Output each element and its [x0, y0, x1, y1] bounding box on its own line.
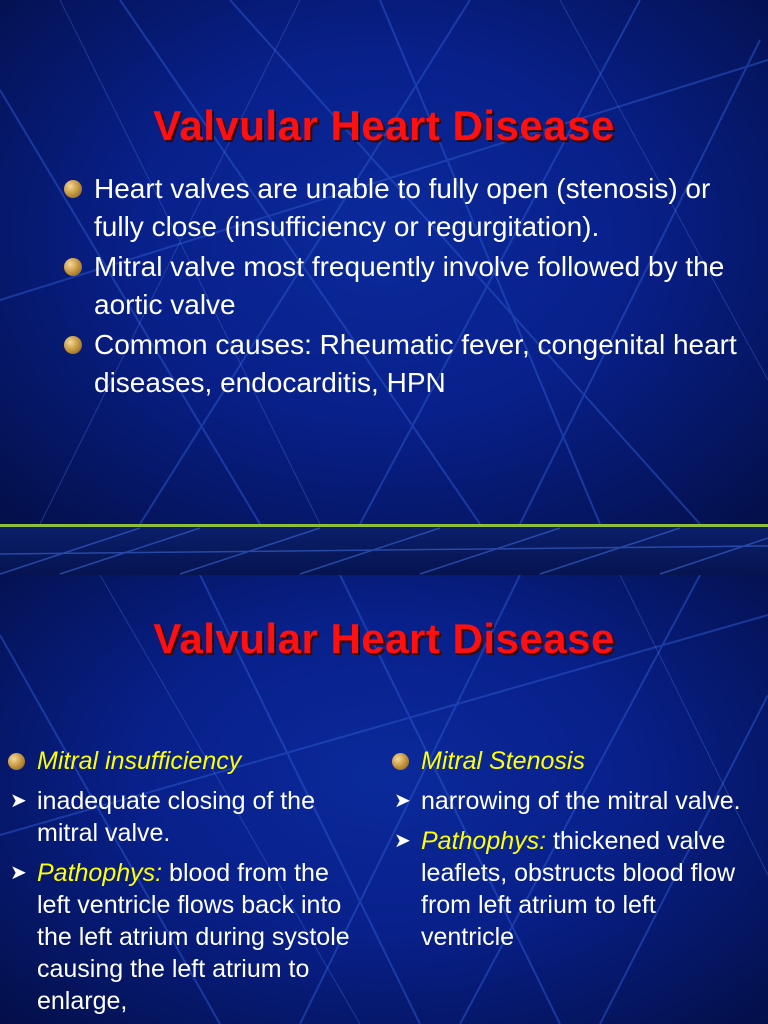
column-heading: Mitral insufficiency: [37, 747, 242, 775]
mitral-insufficiency-column: [8, 745, 368, 1024]
arrow-bullet-icon: ➤: [10, 790, 27, 812]
list-item: [62, 170, 742, 246]
list-item: [8, 785, 368, 849]
definition-text: inadequate closing of the mitral valve.: [37, 787, 315, 847]
gold-ball-icon: [64, 258, 82, 276]
bullet-text: Common causes: Rheumatic fever, congenital heart diseases, endocarditis, HPN: [94, 329, 737, 398]
list-item: [62, 248, 742, 324]
patho-label: Pathophys:: [421, 827, 547, 855]
patho-text: blood from the left ventricle flows back into the left atrium during systole causing the left atrium to enlarge,: [37, 859, 350, 1015]
list-item: [392, 785, 752, 817]
divider-pattern: [0, 524, 768, 575]
gold-ball-icon: [392, 753, 409, 770]
list-item: [392, 745, 752, 777]
list-item: [392, 825, 752, 953]
arrow-bullet-icon: ➤: [394, 830, 411, 852]
gold-ball-icon: [8, 753, 25, 770]
mitral-stenosis-column: [392, 745, 752, 961]
patho-label: Pathophys:: [37, 859, 163, 887]
list-item: [8, 745, 368, 777]
list-item: [62, 326, 742, 402]
gold-ball-icon: [64, 180, 82, 198]
slide-2: [0, 575, 768, 1024]
definition-text: narrowing of the mitral valve.: [421, 787, 741, 815]
gold-ball-icon: [64, 336, 82, 354]
divider-line: [0, 524, 768, 527]
patho-text: thickened valve leaflets, obstructs blood flow from left atrium to left ventricle: [421, 827, 736, 951]
slide-divider: [0, 524, 768, 575]
column-heading: Mitral Stenosis: [421, 747, 585, 775]
arrow-bullet-icon: ➤: [10, 862, 27, 884]
bullet-text: Heart valves are unable to fully open (stenosis) or fully close (insufficiency or regurgitation).: [94, 173, 711, 242]
arrow-bullet-icon: ➤: [394, 790, 411, 812]
slide-2-title: Valvular Heart Disease: [153, 615, 615, 662]
list-item: [8, 857, 368, 1017]
bullet-text: Mitral valve most frequently involve followed by the aortic valve: [94, 251, 725, 320]
slide-1-title: Valvular Heart Disease: [153, 102, 615, 149]
slide-1-bullet-list: [62, 170, 742, 404]
